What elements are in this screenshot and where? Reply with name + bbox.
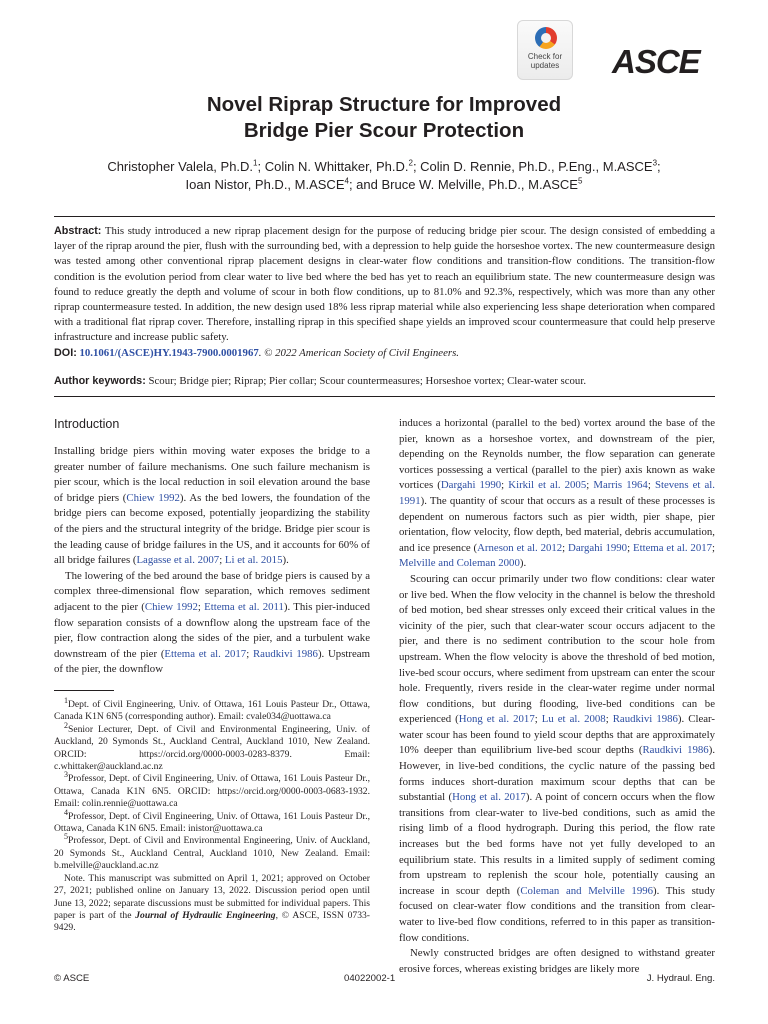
- paragraph: induces a horizontal (parallel to the bed) vortex around the base of the pier, known as a horseshoe vortex, and downstream of the pier, depending on the Reynolds number, the flow separation can generate vortices possessing a vertical (parallel to the pier) axis known as wake vortices (Dargahi 1990; Kirkil et al. 2005; Marris 1964; Stevens et al. 1991). The quantity of scour that occurs as a result of these processes is dependent on numerous factors such as pier width, pier shape, pier orientation, flow velocity, flow depth, bed material, debris accumulation, and ice presence (Arneson et al. 2012; Dargahi 1990; Ettema et al. 2017; Melville and Coleman 2000).: [399, 417, 716, 570]
- left-column: [54, 444, 370, 678]
- check-for-updates-label: Check for updates: [527, 52, 563, 70]
- abstract: Abstract: This study introduced a new riprap placement design for the purpose of reducing bridge pier scour. The design consisted of embedding a layer of the riprap around the pier, flush with the surrounding bed, with a depression to help guide the horseshoe vortex. The new countermeasure design was tested among other conventional riprap placement designs in clear-water flow conditions and transition-flow conditions. The transition-flow condition is the evolution period from clear water to live bed where the bed has yet to reach an equilibrium state. The new countermeasure design was found to reduce greatly the depth and volume of scour in both flow conditions, up to 81.0% and 92.3%, respectively, which was more than any other riprap countermeasure tested. In addition, the new design used 18% less riprap material while also experiencing less shape deterioration when compared with a traditional flat riprap cover. Therefore, installing riprap in this specified shape yields an improved scour countermeasure that could help preserve infrastructure and increase public safety. DOI: 10.1061/(ASCE)HY.1943-7900.0001967. © 2022 American Society of Civil Engineers.: [54, 225, 715, 359]
- paragraph: The lowering of the bed around the base of bridge piers is caused by a complex three-dimensional flow separation, which removes sediment adjacent to the pier (Chiew 1992; Ettema et al. 2011). This pier-induced flow separation consists of a downflow along the upstream face of the pier, flow contraction along the sides of the pier, and a turbulent wake downstream of the pier (Ettema et al. 2017; Raudkivi 1986). Upstream of the pier, the downflow: [54, 569, 371, 676]
- abstract-top-rule: [54, 216, 715, 217]
- paragraph: Installing bridge piers within moving water exposes the bridge to a greater number of failure mechanisms. One such failure mechanism is pier scour, which is the local reduction in soil elevation around the base of bridge piers (Chiew 1992). As the bed lowers, the foundation of the bridge piers can become exposed, potentially jeopardizing the stability of the piers and the structural integrity of the bridge. Bridge pier scour is the leading cause of bridge failures in the US, and it accounts for 60% of all bridge failures (Lagasse et al. 2007; Li et al. 2015).: [54, 445, 370, 567]
- citation-link[interactable]: Raudkivi 1986: [642, 744, 709, 757]
- citation-link[interactable]: Hong et al. 2017: [452, 791, 526, 804]
- section-heading-introduction: Introduction: [54, 417, 120, 431]
- footer-copyright: © ASCE: [54, 973, 90, 984]
- author-keywords: Author keywords: Scour; Bridge pier; Riprap; Pier collar; Scour countermeasures; Horseshoe vortex; Clear-water scour.: [54, 375, 587, 387]
- footer-page-number: 04022002-1: [344, 973, 396, 984]
- footnote: $^3$Professor, Dept. of Civil Engineering, Univ. of Ottawa, 161 Louis Pasteur Dr., Ottawa, Canada K1N 6N5. ORCID: https://orcid.org/0000-0003-0683-1932. Email: colin.rennie@uottawa.ca: [54, 770, 370, 810]
- citation-link[interactable]: Dargahi 1990: [568, 541, 628, 554]
- citation-link[interactable]: Chiew 1992: [126, 491, 180, 504]
- paragraph: Newly constructed bridges are often designed to withstand greater erosive forces, whereas existing bridges are likely more: [399, 947, 715, 975]
- paragraph: Scouring can occur primarily under two flow conditions: clear water or live bed. When the flow velocity in the channel is below the threshold of bed motion, bed shear stresses only exceed their critical values in the vicinity of the pier, such that clear-water scour occurs adjacent to the pier, and there is no sediment contribution to the scour hole from upstream. When the flow velocity is above the threshold of bed motion, live-bed scour occurs, where sediment from upstream can enter the scour hole. Frequently, rivers reside in the clear-water regime under normal flow conditions, but during flooding, live-bed conditions can be experienced (Hong et al. 2017; Lu et al. 2008; Raudkivi 1986). Clear-water scour has been found to yield scour depths that are approximately 10% deeper than equilibrium live-bed scour depths (Raudkivi 1986). However, in live-bed conditions, the cyclic nature of the passing bed forms induces short-duration maximum scour depths that can be substantial (Hong et al. 2017). A point of concern occurs when the flow transitions from clear-water to live-bed conditions, such as amid the rising limb of a flood hydrograph. During this period, the flow rate increases but the bed forms have not yet fully developed to an equilibrium state. This results in a limited supply of sediment coming from upstream to replenish the scour hole, potentially causing an increase in scour depth (Coleman and Melville 1996). This study focused on clear-water flow conditions and the transition from clear-water to live-bed flow conditions, referred to in this paper as transition-flow conditions.: [399, 572, 716, 944]
- citation-link[interactable]: Ettema et al. 2017: [632, 541, 713, 554]
- author-list: Christopher Valela, Ph.D.$^1$; Colin N. Whittaker, Ph.D.$^2$; Colin D. Rennie, Ph.D., P.Eng., M.ASCE$^3$; Ioan Nistor, Ph.D., M.ASCE$^4$; and Bruce W. Melville, Ph.D., M.ASCE$^5$: [107, 158, 661, 192]
- footnote: $^2$Senior Lecturer, Dept. of Civil and Environmental Engineering, Univ. of Auckland, 20 Symonds St., Auckland Central, Auckland 1010, New Zealand. ORCID: https://orcid.org/0000-0003-0283-8379. Email: c.whittaker@auckland.ac.nz: [54, 720, 370, 773]
- citation-link[interactable]: Lu et al. 2008: [541, 713, 606, 726]
- manuscript-note: Note. This manuscript was submitted on April 1, 2021; approved on October 27, 2021; published online on January 13, 2022. Discussion period open until June 13, 2022; separate discussions must be submitted for individual papers. This paper is part of the Journal of Hydraulic Engineering, © ASCE, ISSN 0733-9429.: [54, 872, 370, 934]
- citation-link[interactable]: Melville and Coleman 2000: [399, 557, 520, 570]
- footnotes: [54, 695, 370, 935]
- citation-link[interactable]: Ettema et al. 2011: [204, 600, 284, 613]
- footnote: $^4$Professor, Dept. of Civil Engineering, Univ. of Ottawa, 161 Louis Pasteur Dr., Ottawa, Canada K1N 6N5. Email: inistor@uottawa.ca: [54, 807, 370, 835]
- citation-link[interactable]: Ettema et al. 2017: [164, 647, 247, 660]
- citation-link[interactable]: Li et al. 2015: [224, 554, 283, 567]
- citation-link[interactable]: Stevens et al. 1991: [399, 479, 716, 507]
- right-column: [399, 416, 715, 977]
- citation-link[interactable]: Hong et al. 2017: [458, 713, 535, 726]
- footnote: $^5$Professor, Dept. of Civil and Environmental Engineering, Univ. of Auckland, 20 Symonds St., Auckland Central, Auckland 1010, New Zealand. Email: b.melville@auckland.ac.nz: [54, 832, 370, 872]
- asce-logo: ASCE: [612, 43, 700, 80]
- citation-link[interactable]: Kirkil et al. 2005: [508, 479, 587, 492]
- citation-link[interactable]: Raudkivi 1986: [252, 647, 318, 660]
- citation-link[interactable]: Chiew 1992: [144, 600, 198, 613]
- citation-link[interactable]: Coleman and Melville 1996: [520, 884, 654, 897]
- citation-link[interactable]: Marris 1964: [593, 479, 648, 492]
- citation-link[interactable]: Arneson et al. 2012: [477, 541, 563, 554]
- keywords-bottom-rule: [54, 396, 715, 397]
- paper-title: Novel Riprap Structure for Improved Bridge Pier Scour Protection: [206, 93, 562, 142]
- footer-journal: J. Hydraul. Eng.: [646, 973, 715, 984]
- citation-link[interactable]: Raudkivi 1986: [612, 713, 678, 726]
- doi-link[interactable]: 10.1061/(ASCE)HY.1943-7900.0001967: [79, 346, 259, 359]
- footnote: $^1$Dept. of Civil Engineering, Univ. of Ottawa, 161 Louis Pasteur Dr., Ottawa, Canada K1N 6N5 (corresponding author). Email: cvale034@uottawa.ca: [54, 695, 370, 723]
- footnote-rule: [54, 690, 114, 691]
- citation-link[interactable]: Lagasse et al. 2007: [136, 554, 220, 567]
- check-for-updates-badge[interactable]: [517, 20, 573, 80]
- citation-link[interactable]: Dargahi 1990: [440, 479, 502, 492]
- crossmark-icon: [535, 27, 557, 49]
